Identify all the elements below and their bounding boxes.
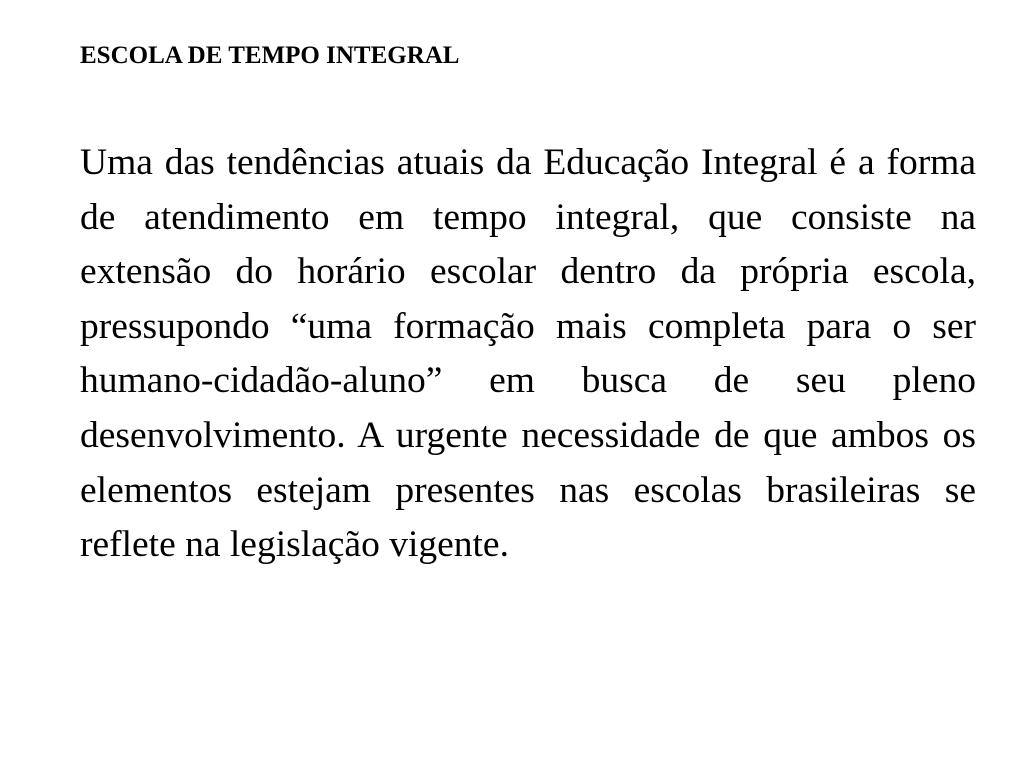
slide-body-text: Uma das tendências atuais da Educação Integral é a forma de atendimento em tempo integral, que consiste na extensão do horário escolar dentro da própria escola, pressupondo “uma formação mais completa para o ser humano-cidadão-aluno” em busca de seu pleno desenvolvimento. A urgente necessidade de que ambos os elementos estejam presentes nas escolas brasileiras se reflete na legislação vigente. bbox=[80, 142, 976, 566]
slide-title: ESCOLA DE TEMPO INTEGRAL bbox=[80, 42, 460, 69]
